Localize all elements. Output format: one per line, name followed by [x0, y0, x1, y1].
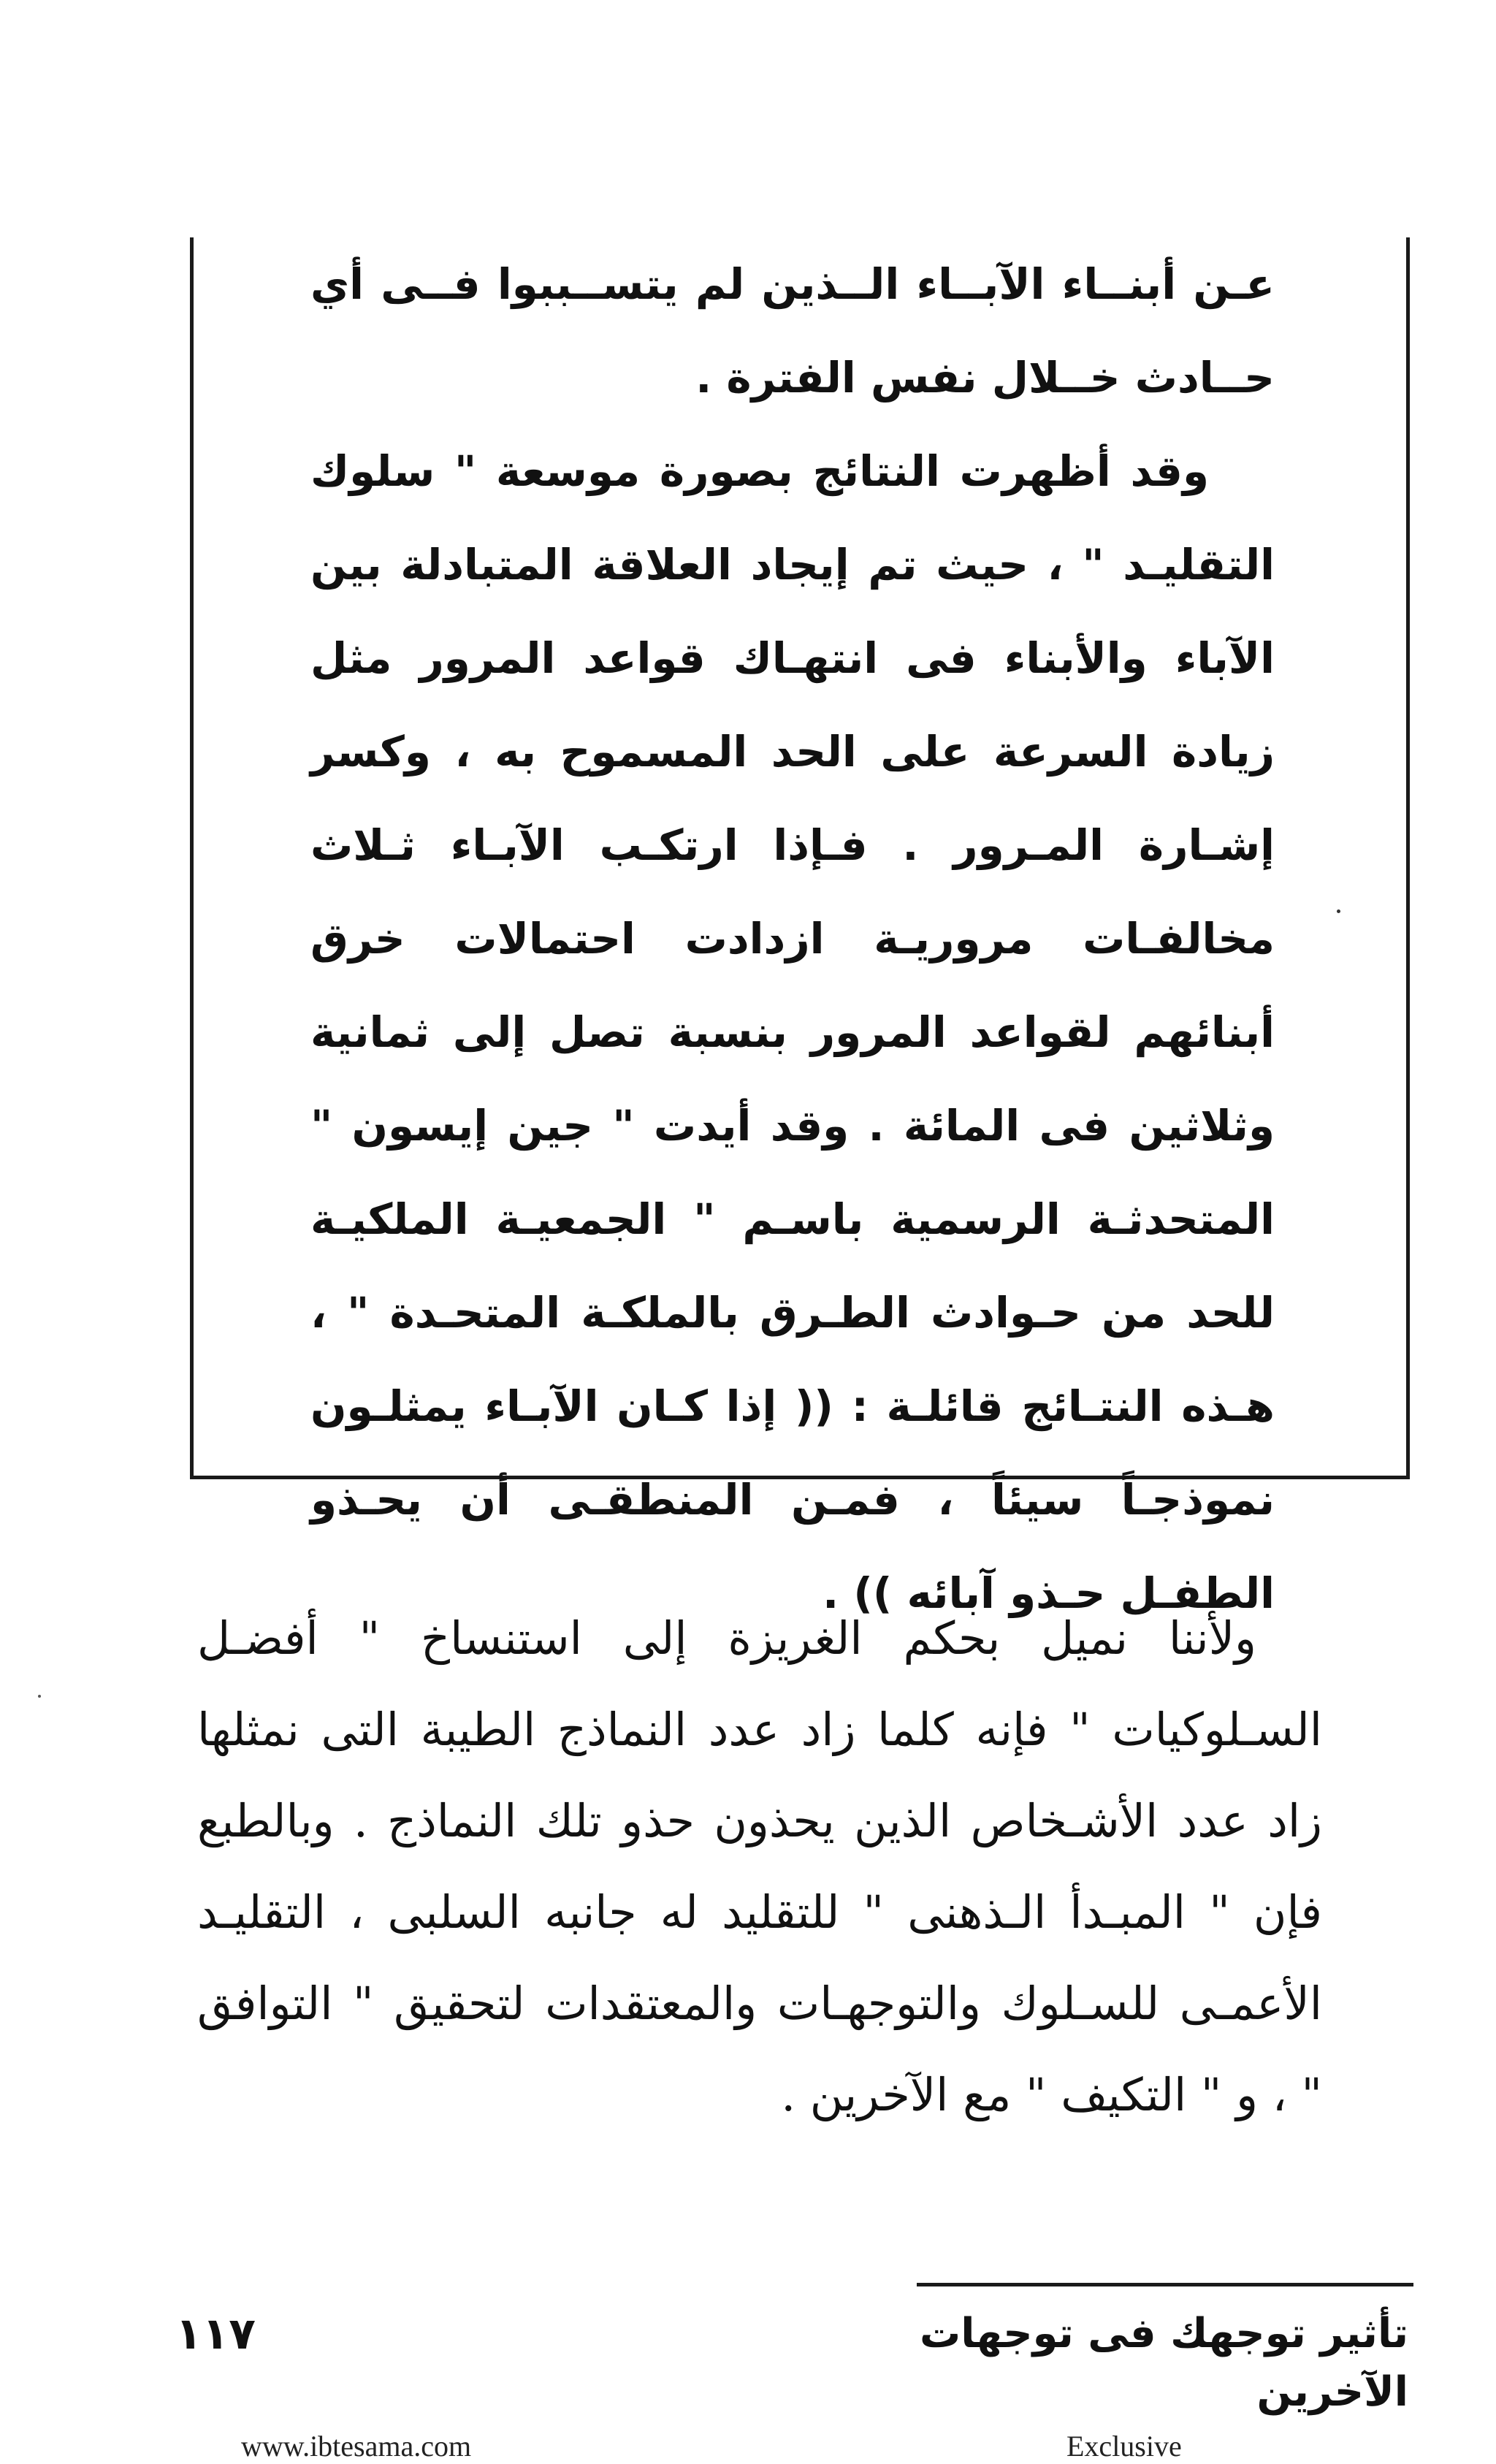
body-text: [197, 1593, 1322, 2140]
footer-divider: [917, 2283, 1413, 2286]
scan-speck: [38, 1695, 41, 1698]
running-footer-title: تأثير توجهك فى توجهات الآخرين: [920, 2310, 1408, 2416]
watermark-site: www.ibtesama.com: [241, 2430, 472, 2463]
page-number: ١١٧: [175, 2308, 256, 2360]
box-paragraph-2: وقد أظهرت النتائج بصورة موسعة " سلوك التقليـد " ، حيث تم إيجاد العلاقة المتبادلة بين الآباء والأبناء فى انتهـاك قواعد المرور مثل زيادة السرعة على الحد المسموح به ، وكسر إشـارة المـرور . فـإذا ارتكـب الآبـاء ثـلاث مخالفـات مروريـة ازدادت احتمالات خرق أبنائهم لقواعد المرور بنسبة تصل إلى ثمانية وثلاثين فى المائة . وقد أيدت " جين إيسون " المتحدثـة الرسمية باسـم " الجمعيـة الملكيـة للحد من حـوادث الطـرق بالملكـة المتحـدة " ، هـذه النتـائج قائلـة : (( إذا كـان الآبـاء يمثلـون نموذجـاً سيئاً ، فمـن المنطقـى أن يحـذو الطفـل حـذو آبائه )) .: [310, 446, 1275, 1618]
watermark-label: Exclusive: [1066, 2430, 1182, 2463]
quote-box-text: [310, 237, 1275, 1640]
body-paragraph-1: ولأننا نميل بحكم الغريزة إلى استنساخ " أفضـل السـلوكيات " فإنه كلما زاد عدد النماذج الطيبة التى نمثلها زاد عدد الأشـخاص الذين يحذون حذو تلك النماذج . وبالطبع فإن " المبـدأ الـذهنى " للتقليد له جانبه السلبى ، التقليـد الأعمـى للسـلوك والتوجهـات والمعتقدات لتحقيق " التوافق " ، و " التكيف " مع الآخرين .: [197, 1611, 1322, 2121]
box-paragraph-1: عـن أبنــاء الآبــاء الــذين لم يتســببوا فــى أي حــادث خــلال نفس الفترة .: [310, 259, 1275, 403]
scan-speck: [1337, 909, 1340, 913]
